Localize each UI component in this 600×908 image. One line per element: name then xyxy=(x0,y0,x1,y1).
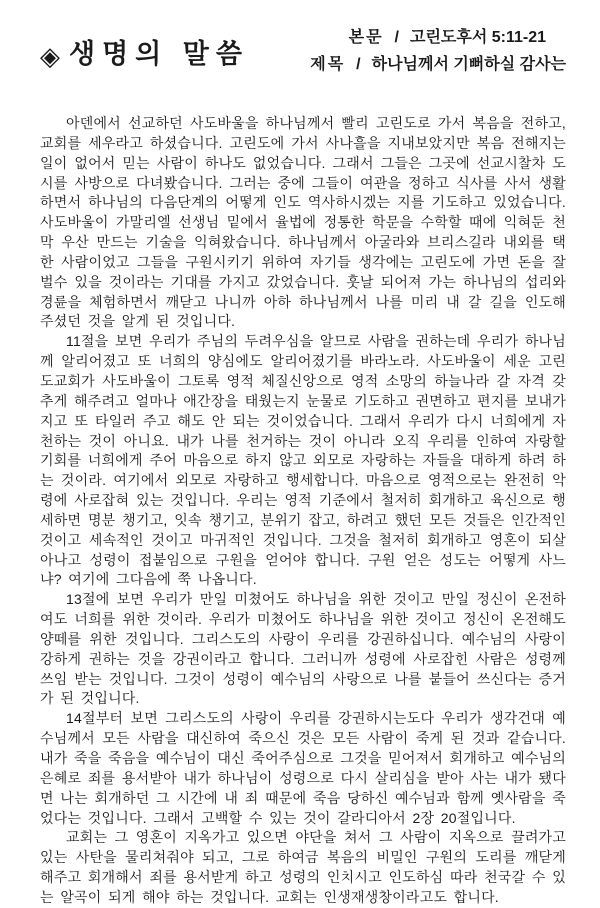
sermon-title-line xyxy=(310,51,566,78)
scripture-reference-line xyxy=(310,24,566,51)
sermon-paragraph-verse-14: 14절부터 보면 그리스도의 사랑이 우리를 강권하시는도다 우리가 생각건대 예수님께서 모든 사람을 대신하여 죽으신 것은 모든 사람이 죽게 된 것과 같습니다. 내가 죽을 죽음을 예수님이 대신 죽어주심으로 그것을 믿어져서 회개하고 예수님의 은혜로 죄를 용서받아 내가 하나님이 성령으로 다시 살리심을 받아 사는 내가 됐다면 나는 회개하던 그 시간에 내 죄 때문에 죽음 당하신 예수님과 함께 옛사람을 죽었다는 것입니다. 그래서 고백할 수 있는 것이 갈라디아서 2장 20절입니다. xyxy=(40,710,566,826)
page-title-text: 생명의 말씀 xyxy=(69,39,249,69)
page-header xyxy=(40,24,566,78)
sermon-paragraph-closing: 교회는 그 영혼이 지옥가고 있으면 야단을 쳐서 그 사람이 지옥으로 끌려가고 있는 사탄을 물리쳐줘야 되고, 그로 하여금 복음의 비밀인 구원의 도리를 깨닫게 해주고 회개해서 죄를 용서받게 하고 성령의 인치시고 인도하심 따라 천국갈 수 있는 알곡이 되게 해야 하는 것입니다. 교회는 인생재생창이라고도 합니다. xyxy=(40,829,566,905)
sermon-title-label: 제목 xyxy=(310,56,346,73)
sermon-body xyxy=(40,114,566,908)
sermon-paragraph-verse-11: 11절을 보면 우리가 주님의 두려우심을 알므로 사람을 권하는데 우리가 하나님께 알리어졌고 또 너희의 양심에도 알리어졌기를 바라노라. 사도바울이 세운 고린도교회가 사도바울이 그토록 영적 체질신앙으로 영적 소망의 하늘나라 갈 자격 갖추게 해주려고 얼마나 애간장을 태웠는지 눈물로 기도하고 권면하고 편지를 보내가지고 또 타일러 주고 해도 안 되는 것이었습니다. 그래서 우리가 다시 너희에게 자천하는 것이 아니요. 내가 나를 천거하는 것이 아니라 오직 우리를 인하여 자랑할 기회를 너희에게 주어 마음으로 하지 않고 외모로 자랑하는 자들을 대하게 하려 하는 것이라. 여기에서 외모로 자랑하고 행세합니다. 마음으로 영적으로는 완전히 악령에 사로잡혀 있는 것입니다. 우리는 영적 기준에서 철저히 회개하고 육신으로 행세하면 명분 챙기고, 잇속 챙기고, 분위기 잡고, 하려고 했던 모든 것들은 인간적인 것이고 세속적인 것이고 마귀적인 것입니다. 그것을 철저히 회개하고 영혼이 되살아나고 성령이 접붙임으로 구원을 얻어야 합니다. 구원 얻은 성도는 어떻게 사느냐? 여기에 그다음에 쭉 나옵니다. xyxy=(40,333,566,588)
sermon-paragraph-intro: 아덴에서 선교하던 사도바울을 하나님께서 빨리 고린도로 가서 복음을 전하고, 교회를 세우라고 하셨습니다. 고린도에 가서 사나흘을 지내보았지만 복음 전해지는 일이 없어서 믿는 사람이 하나도 없었습니다. 그래서 그들은 그곳에 선교시찰차 도시를 사방으로 다녀봤습니다. 그러는 중에 그들이 여관을 정하고 식사를 사서 생활하면서 하나님의 다음단계의 어떻게 인도 역사하시겠는 지를 기도하고 있었습니다. 사도바울이 가말리엘 선생님 밑에서 율법에 정통한 학문을 수학할 때에 익혀둔 천막 우산 만드는 기술을 익혀왔습니다. 하나님께서 아굴라와 브리스길라 내외를 택한 사람이었고 그들을 구원시키기 위하여 자기들 생각에는 고린도에 가면 돈을 잘 벌수 있을 것이라는 기대를 가지고 갔었습니다. 훗날 되어져 가는 하나님의 섭리와 경륜을 체험하면서 깨닫고 나니까 아하 하나님께서 나를 미리 내 갈 길을 인도해 주셨던 것을 알게 된 것입니다. xyxy=(40,115,566,330)
sermon-paragraph-verse-13: 13절에 보면 우리가 만일 미쳤어도 하나님을 위한 것이고 만일 정신이 온전하여도 너희를 위한 것이라. 우리가 미쳤어도 하나님을 위한 것이고 정신이 온전해도 양떼를 위한 것입니다. 그리스도의 사랑이 우리를 강권하십니다. 예수님의 사랑이 강하게 권하는 것을 강권이라고 합니다. 그러니까 성령에 사로잡힌 사람은 성령께 쓰임 받는 것입니다. 그것이 성령이 예수님의 사랑으로 나를 붙들어 쓰신다는 증거가 된 것입니다. xyxy=(40,591,566,707)
scripture-reference-value: 고린도후서 5:11-21 xyxy=(410,29,546,46)
sermon-title-value: 하나님께서 기뻐하실 감사는 xyxy=(371,56,566,73)
sermon-title-separator: / xyxy=(356,56,361,73)
scripture-separator: / xyxy=(394,29,399,46)
scripture-info-block xyxy=(310,24,566,78)
page-title xyxy=(40,40,249,70)
diamond-icon: ◈ xyxy=(40,40,60,71)
scripture-label: 본문 xyxy=(348,29,384,46)
